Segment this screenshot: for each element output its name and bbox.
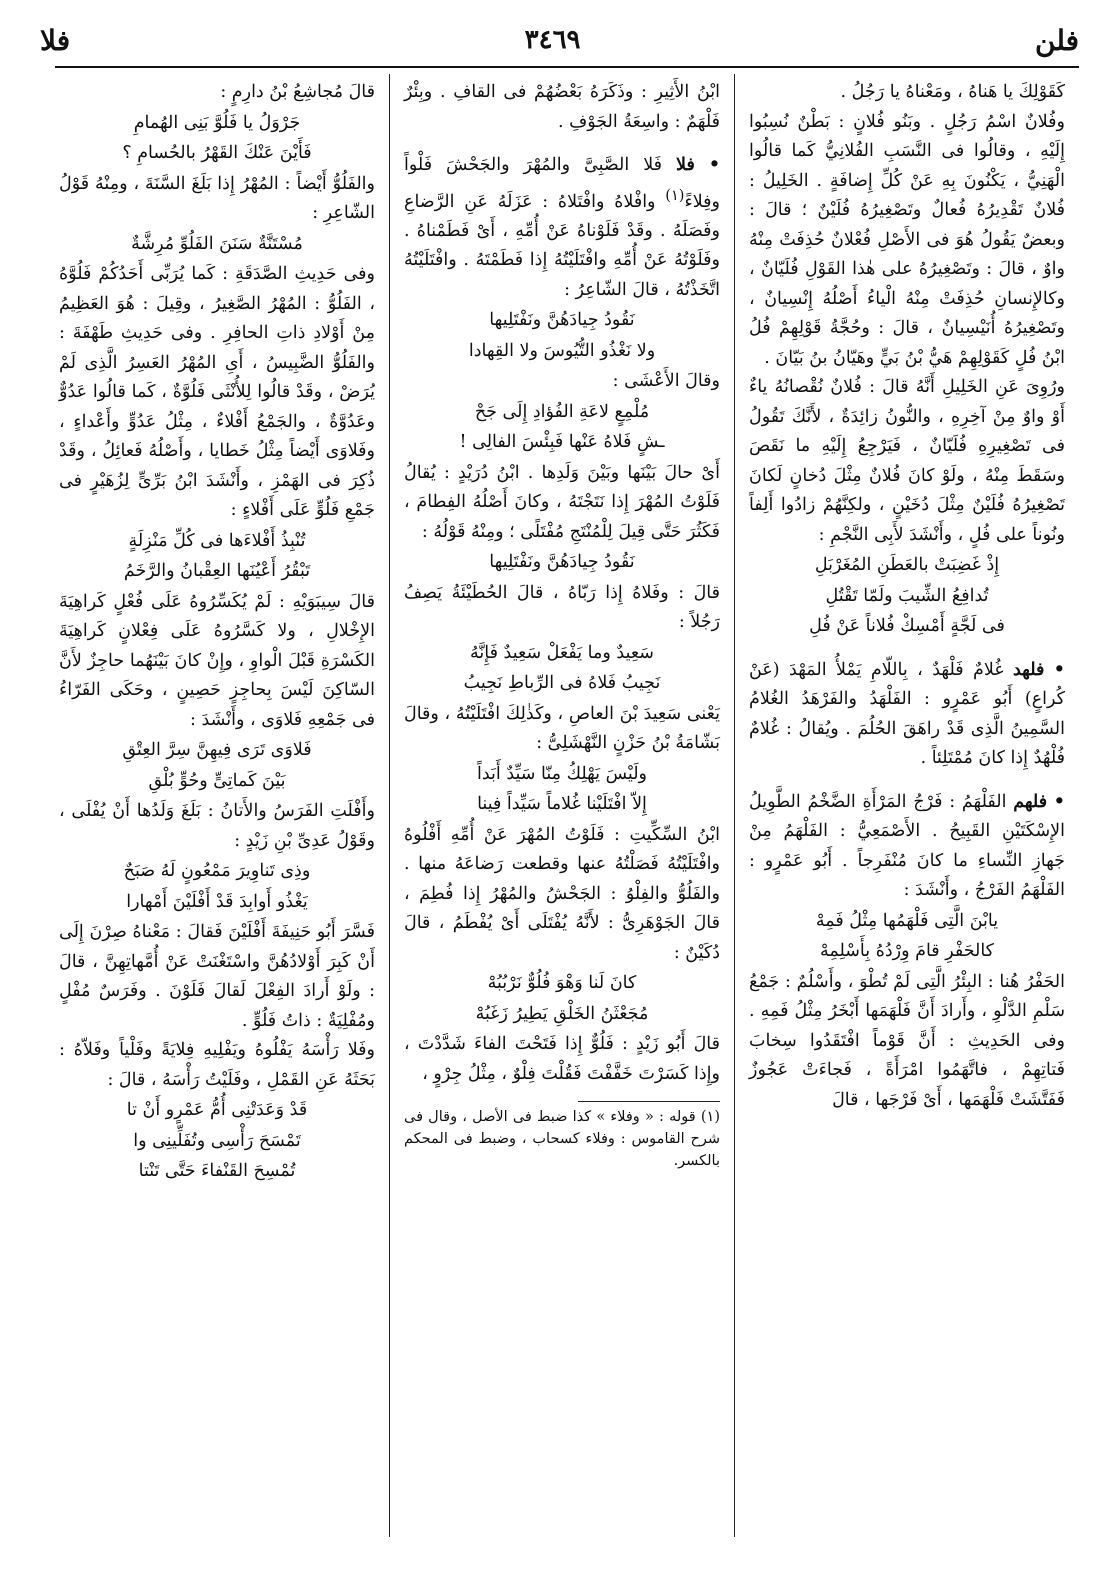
entry-text: غُلامٌ فَلْهَدٌ ، بِاللّامِ يَمْلأُ المَهْدَ (عَنْ كُراعٍ) أَبُو عَمْرٍو : الفَلْهَدُ والفَرْهَدُ الغُلامُ السَّمِينُ الَّذِى قَدْ راهَقَ الحُلُمَ . ويُقالُ : غُلامٌ فُلْهُدٌ إِذا كانَ مُمْتَلِئاً . (749, 659, 1065, 768)
paragraph: وقالَ الأَعْشَى : (612, 371, 720, 392)
entry-fala (404, 151, 720, 305)
verse-line: فَأَيْنَ عَنْكَ القَهْرُ بالحُسامِ ؟ (122, 143, 312, 163)
verse-line: نَقُودُ جِيادَهُنَّ ونَفْتَلِيها (489, 552, 635, 573)
verse-line: كانَ لَنا وَهْوَ فُلُوٌّ نَرْبُبُهْ (487, 973, 637, 994)
entry-text: وافْلاهُ وافْتَلاهُ : عَزَلَهُ عَنِ الرَّضاعِ وفَصَلَهُ . وقَدْ فَلَوْناهُ عَنْ أُمِّهِ ، أَىْ فَطَمْناهُ . وفَلَوْتُهُ عَنْ أُمِّهِ وافْتَلَيْتُهُ إِذا فَطَمْتَهُ . وافْتَلَيْتُهُ اتَّخَذْتُهُ ، قالَ الشّاعِرُ : (404, 191, 720, 300)
verse-line: تُمْسِحَ القَنْفاءَ حَتَّى تَنْتا (138, 1161, 296, 1181)
paragraph: وفَلا رَأْسَهُ يَفْلُوهُ ويَفْلِيهِ فِلايَةً وفَلْياً وفَلاّهُ : بَحَثَهُ عَنِ القَمْلِ ، وفَلَيْتُ رَأْسَهُ ، قالَ : (59, 1040, 375, 1090)
paragraph: قالَ سِيبَوَيْهِ : لَمْ يُكَسِّرُوهُ عَلَى فُعْلٍ كَراهِيَةَ الإِخْلالِ ، ولا كَسَّرُوهُ عَلَى فِعْلانٍ كَراهِيَةَ الكَسْرَةِ قَبْلَ الْواوِ ، وإِنْ كانَ بَيْنَهُما حاجِزٌ لأَنَّ السّاكِنَ لَيْسَ بِحاجِزٍ حَصِينٍ ، وحَكَى الفَرّاءُ فى جَمْعِهِ فَلاوَى ، وأَنْشَدَ : (59, 591, 375, 730)
column-middle (390, 74, 735, 1537)
verse-line: ولا نَغْذُو التُّيُوسَ ولا القِهادا (468, 340, 656, 361)
footnote-marker: (١) (665, 186, 685, 204)
paragraph: الحَفْرُ هُنا : البِئْرُ الَّتِى لَمْ تُطْوَ ، وأَسْلُمٌ : جَمْعُ سَلْمِ الدَّلْوِ ، وأَرادَ أَنَّ فَلْهَمَها أَبْخَرُ مِثْلُ فَمِهِ . وفى الحَدِيثِ : أَنَّ قَوْماً افْتَقَدُوا سِخابَ فَتاتِهِمْ ، فاتَّهَمُوا امْرَأَةً ، فَجاءَتْ عَجُوزٌ فَفَتَّشَتْ فَلْهَمَها ، أَىْ فَرْجَها ، قالَ (749, 971, 1065, 1110)
header-left-word: فلا (40, 23, 71, 57)
entry-headword: فلهم (1013, 791, 1048, 812)
verse-line: فَلاوَى تَرَى فِيهِنَّ سِرَّ العِتْقِ (122, 740, 312, 760)
verse-line: جَرْوَلُ يا فَلُوَّ بَنِى الهُمامِ (133, 112, 301, 133)
page-header (40, 18, 1079, 62)
verse-line: بَيْنَ كَماتِىٍّ وحُوٍّ بُلْقِ (148, 770, 286, 791)
verse-line: قَدْ وَعَدَتْنِى أُمُّ عَمْرٍو أَنْ تا (126, 1100, 308, 1120)
entry-headword: فلهد (1012, 659, 1045, 680)
page-number: ٣٤٦٩ (524, 25, 581, 55)
verse-line: كالحَفْرِ قامَ وِرْدُهُ بِأَسْلِمِهْ (819, 941, 995, 961)
paragraph: ابْنُ الأَثِيرِ : وذَكَرَهُ بَعْضُهُمْ فى القافِ . وبِئْرٌ فَلْهَمٌ : واسِعَةُ الجَوْفِ . (404, 82, 720, 132)
verse-line: مُسْتَنَّةٌ سَنَنَ الفَلُوِّ مُرِشَّةٌ (131, 233, 303, 254)
paragraph: يَعْنى سَعِيدَ بْنَ العاصِ ، وكَذٰلِكَ افْتَلَيْتُهُ ، وقالَ بَشّامَةُ بْنُ حَزْنٍ النَّهْشَلِىُّ : (404, 703, 720, 754)
verse-line: إِذْ غَضِبَتْ بالعَطَنِ المُغَرْبَلِ (814, 555, 1000, 575)
paragraph: ابْنُ السِّكِّيتِ : فَلَوْتُ المُهْرَ عَنْ أُمِّهِ أَفْلُوهُ وافْتَلَيْتُهُ فَصَلْتُهُ عنها وقطعت رَضاعَهُ منها . والفَلُوُّ والفِلْوُ : الجَحْشُ والمُهْرُ إِذا فُطِمَ ، قالَ الجَوْهَرِىُّ : لأَنَّهُ يُفْتَلَى أَىْ يُفْطَمُ ، قالَ دُكَيْنٌ : (404, 824, 720, 963)
paragraph: قالَ مُجاشِعُ بْنُ دارِمٍ : (220, 82, 375, 102)
verse-line: إِلاّ افْتَلَيْنا غُلاماً سَيِّداً فِينا (477, 794, 647, 815)
dictionary-columns (45, 74, 1079, 1537)
bullet-icon: • (1053, 791, 1065, 812)
paragraph: والفَلُوُّ أَيْضاً : المُهْرُ إِذا بَلَغَ السَّنَةَ ، ومِنْهُ قَوْلُ الشّاعِرِ : (59, 173, 375, 223)
entry-headword: فلا (676, 155, 695, 175)
paragraph: وفُلانٌ اسْمُ رَجُلٍ . وبَنُو فُلانٍ : بَطْنٌ نُسِبُوا إِلَيْهِ ، وقالُوا فى النَّسَبِ الفُلانِيُّ كَما قالُوا الْهَنِيُّ ، يَكْنُونَ بِهِ عَنْ كُلِّ إِضافَةٍ . الخَلِيلُ : فُلانٌ تَقْدِيرُهُ فُعالٌ وتَصْغِيرُهُ فُلَيْنٌ ؛ قالَ : وبعضٌ يَقُولُ هُوَ فى الأَصْلِ فُعْلانٌ حُذِفَتْ مِنْهُ واوٌ ، قالَ : وتَصْغِيرُهُ على هٰذا القَوْلِ فُلَيّانٌ ، وكالإِنسانِ حُذِفَتْ مِنْهُ الْياءُ أَصْلُهُ إِنْسِيانٌ ، وتَصْغِيرُهُ أُنَيْسِيانٌ ، قالَ : وحُجَّةُ قَوْلِهِمْ فُلُ ابْنُ فُلٍ كَقَوْلِهِمْ هَيُّ بْنُ بَيٍّ وهَيّانُ بنُ بَيّانَ . (749, 111, 1065, 368)
paragraph: قالَ أَبُو زَيْدٍ : فَلُوٌّ إِذا فَتَحْتَ الفاءَ شَدَّدْتَ ، وإِذا كَسَرْتَ خَفَّفْتَ فَقُلْتَ فِلْوٌ ، مِثْلُ جِرْوٍ ، (404, 1034, 720, 1084)
verse-line: ولَيْسَ يَهْلِكُ مِنّا سَيِّدٌ أَبَداً (476, 763, 647, 784)
header-right-word: فلن (1035, 23, 1079, 57)
verse-line: ـشٍ فَلاهُ عَنْها فَبِئْسَ الفالِى ! (459, 432, 665, 453)
verse-line: سَعِيدٌ وما يَفْعَلْ سَعِيدٌ فَإِنَّهُ (470, 642, 654, 663)
paragraph: وفى حَدِيثِ الصَّدَقَةِ : كَما يُرَبِّى أَحَدُكُمْ فَلُوَّهُ ، الفَلُوُّ : المُهْرُ الصَّغِيرُ ، وقِيلَ : هُوَ العَظِيمُ مِنْ أَوْلادِ ذاتِ الحافِرِ . وفى حَدِيثِ طَهْفَةَ : والفَلُوُّ الضَّبِيسُ ، أَىِ المُهْرُ العَسِرُ الَّذِى لَمْ يُرَضْ ، وقَدْ قالُوا لِلأُنْثَى فَلُوَّةٌ ، كَما قالُوا عَدُوٌّ وعَدُوَّةٌ ، والجَمْعُ أَفْلاءٌ ، مِثْلُ عَدُوٍّ وأَعْداءٍ ، وفَلاوَى أَيْضاً مِثْلُ خَطايا ، وأَصْلُهُ فَعائِلُ ، وقَدْ ذُكِرَ فى الهَمْزِ ، وأَنْشَدَ ابْنُ بَرِّىٍّ لِزُهَيْرٍ فى جَمْعِ فَلُوٍّ عَلَى أَفْلاءٍ : (59, 264, 375, 520)
entry-fahd (749, 656, 1065, 774)
paragraph: وأَفْلَتِ الفَرَسُ والأَتانُ : بَلَغَ وَلَدُها أَنْ يُفْلَى ، وقَوْلُ عَدِىِّ بْنِ زَيْدٍ : (59, 801, 375, 851)
entry-text: فَلا الصَّبِىَّ والمُهْرَ والجَحْشَ فَلْواً وفِلاءً (404, 155, 720, 212)
column-left (45, 74, 390, 1537)
paragraph: كَقَوْلِكَ يا هَناهُ ، ومَعْناهُ يا رَجُلُ . (840, 82, 1065, 102)
bullet-icon: • (708, 155, 720, 175)
verse-line: وذِى تَناوِيرَ مَمْعُونٍ لَهُ صَبَحٌ (123, 861, 311, 881)
header-rule (55, 66, 1079, 68)
bullet-icon: • (1053, 659, 1065, 680)
verse-line: فى لَجَّةٍ أَمْسِكْ فُلاناً عَنْ فُلِ (809, 616, 1005, 636)
verse-line: يابْنَ الَّتِى فَلْهَمُها مِثْلُ فَمِهْ (815, 910, 999, 931)
verse-line: نَقُودُ جِيادَهُنَّ ونَفْتَلِيها (489, 310, 635, 331)
footnote-rule (578, 1101, 720, 1102)
footnote: (١) قوله : « وفلاء » كذا ضبط فى الأصل ، وقال فى شرح القاموس : وفلاء كسحاب ، وضبط فى المحكم بالكسر. (404, 1109, 720, 1170)
column-right (735, 74, 1079, 1537)
paragraph: أَىْ حالَ بَيْنَها وبَيْنَ وَلَدِها . ابْنُ دُرَيْدٍ : يُقالُ فَلَوْتُ المُهْرَ إِذا نَتَجْتَهُ ، وكانَ أَصْلُهُ الفِطامَ ، فَكَثُرَ حَتَّى قِيلَ لِلْمُنْتَجِ مُفْتَلًى ؛ ومِنْهُ قَوْلُهُ : (404, 462, 720, 542)
paragraph: قالَ : وفَلاهُ إِذا رَبّاهُ ، قالَ الحُطَيْئَةُ يَصِفُ رَجُلاً : (404, 582, 720, 633)
verse-line: تَبْقُرُ أَعْيُنَها العِقْبانُ والرَّخَمُ (123, 561, 311, 581)
paragraph: فَسَّرَ أَبُو حَنِيفَةَ أَفْلَيْنَ فَقالَ : مَعْناهُ صِرْنَ إِلَى أَنْ كَبِرَ أَوْلادُهُنَّ واسْتَغْنَتْ عَنْ أُمَّهاتِهِنَّ ، قالَ : ولَوْ أَرادَ الفِعْلَ لَقالَ فَلَوْنَ . وفَرَسٌ مُفْلٍ ومُفْلِيَةٌ : ذاتُ فَلُوٍّ . (59, 922, 375, 1031)
paragraph: ورُوِىَ عَنِ الخَلِيلِ أَنَّهُ قالَ : فُلانٌ نُقْصانُهُ ياءٌ أَوْ واوٌ مِنْ آخِرِهِ ، والنُّونُ زائِدَةٌ ، لأَنَّكَ تَقُولُ فى تَصْغِيرِهِ فُلَيّانٌ ، فَيَرْجِعُ إِلَيْهِ ما نَقَصَ وسَقَطَ مِنْهُ ، ولَوْ كانَ فُلانٌ مِثْلَ دُخانٍ لَكانَ تَصْغِيرُهُ فُلَيْنٌ مِثْلَ دُخَيْنٍ ، ولكِنَّهُمْ زادُوا أَلِفاً ونُوناً على فُلٍ ، وأَنْشَدَ لأَبِى النَّجْمِ : (749, 377, 1065, 545)
verse-line: تُدافِعُ الشِّيبَ ولَمّا تَقْتُلِ (825, 585, 989, 606)
verse-line: مُلْمِعٍ لاعَةِ الفُؤادِ إِلَى جَحْ (474, 401, 650, 422)
verse-line: يَغْذُو أَوابِدَ قَدْ أَفْلَيْنَ أَمْهارا (126, 891, 308, 912)
verse-line: نَجِيبُ فَلاهُ فى الرِّباطِ نَجِيبُ (463, 673, 661, 694)
entry-fahm (749, 788, 1065, 906)
entry-text: الفَلْهَمُ : فَرْجُ المَرْأَةِ الضَّخْمُ الطَّوِيلُ الإِسْكَتَيْنِ القَبِيحُ . الأَصْمَعِيُّ : الفَلْهَمُ مِنْ جَهازِ النِّساءِ ما كانَ مُنْفَرِجاً . أَبُو عَمْرٍو : الفَلْهَمُ الفَرْجُ ، وأَنْشَدَ : (749, 791, 1065, 900)
verse-line: تَمْسَحَ رَأْسِى وتُفَلِّينِى وا (133, 1130, 301, 1151)
verse-line: مُجَعْثَنُ الخَلْقِ يَطِيرُ زَغَبُهْ (475, 1003, 649, 1024)
verse-line: تُنْبِذُ أَفْلاءَها فى كُلِّ مَنْزِلَةٍ (128, 530, 306, 551)
